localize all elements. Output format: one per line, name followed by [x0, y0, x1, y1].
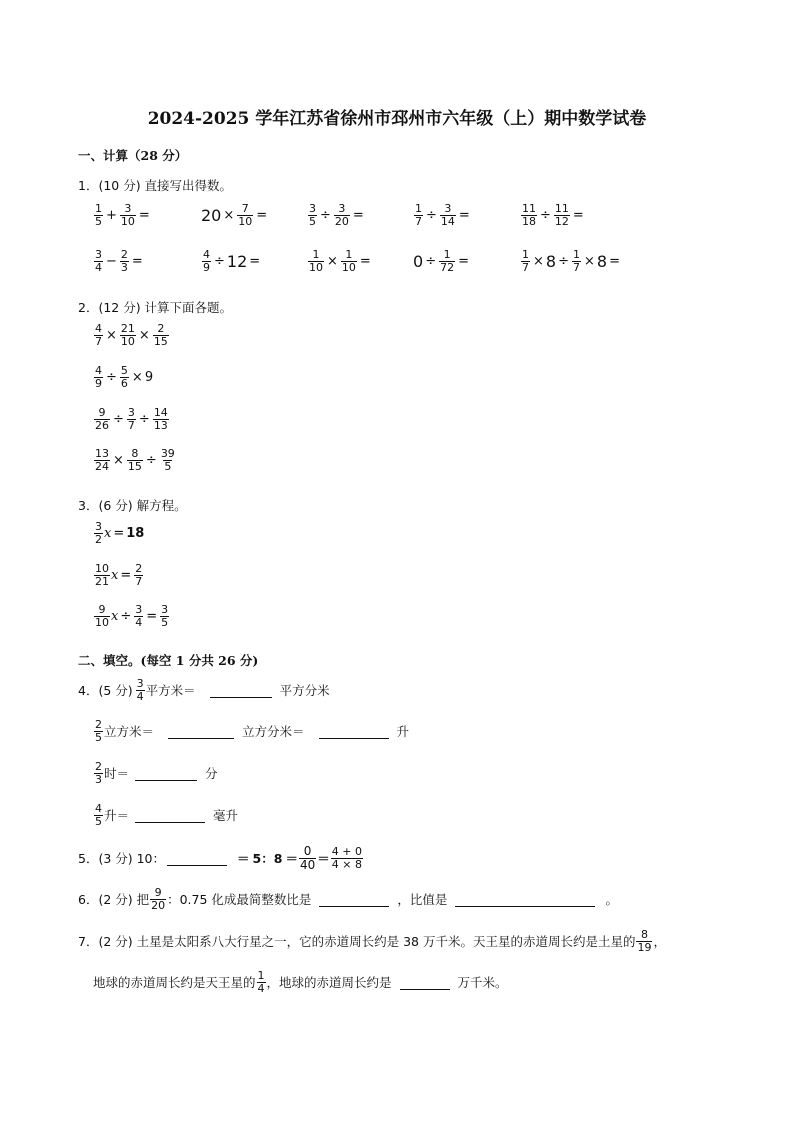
- fraction-denominator: 10: [120, 334, 135, 348]
- fraction: [94, 407, 110, 431]
- fraction-denominator: 18: [522, 214, 536, 228]
- fraction-denominator: 7: [522, 260, 529, 274]
- math-operator: =: [256, 207, 268, 223]
- fraction-denominator: 7: [573, 260, 580, 274]
- q4-line-1: 4．(5 分) $\frac{3}{4}$ 平方米＝ 平方分米: [78, 677, 330, 703]
- fraction: [134, 604, 143, 628]
- fraction-numerator: 4 + 0: [331, 845, 362, 859]
- math-operator: ÷: [120, 608, 132, 624]
- math-operator: ×: [327, 253, 338, 269]
- fraction-numerator: 8: [640, 928, 648, 941]
- fraction-numerator: 3: [136, 677, 144, 690]
- fraction-numerator: 2: [95, 760, 102, 773]
- fraction-denominator: 4: [136, 689, 144, 703]
- q1-item-5: [520, 203, 586, 227]
- fraction: [120, 249, 129, 273]
- fraction-numerator: 10: [95, 562, 109, 575]
- fraction-numerator: 5: [120, 364, 128, 377]
- fraction-numerator: 1: [345, 248, 353, 261]
- fraction: [237, 203, 253, 227]
- fraction: [120, 323, 136, 347]
- fraction: [94, 249, 103, 273]
- answer-blank[interactable]: [319, 724, 389, 739]
- fraction: [308, 249, 324, 273]
- section-heading-fill: 二、填空。(每空 1 分共 26 分): [78, 653, 259, 668]
- answer-blank[interactable]: [319, 892, 389, 907]
- fraction-numerator: 2: [135, 562, 143, 575]
- fraction-numerator: 4: [95, 322, 102, 335]
- math-operator: =: [352, 207, 364, 223]
- math-operator: ÷: [138, 411, 150, 427]
- q1-item-6: [93, 249, 145, 273]
- fraction-numerator: 1: [415, 202, 422, 215]
- fraction-denominator: 7: [95, 334, 102, 348]
- fraction: [94, 521, 103, 545]
- fraction: [331, 846, 363, 870]
- fraction: [94, 761, 103, 785]
- fraction-denominator: 4: [257, 981, 265, 995]
- fraction: [94, 604, 110, 628]
- answer-blank[interactable]: [400, 975, 450, 990]
- fraction-numerator: 3: [338, 202, 346, 215]
- fraction: [134, 563, 143, 587]
- math-operator: =: [146, 608, 158, 624]
- answer-blank[interactable]: [135, 766, 197, 781]
- fraction: [94, 365, 103, 389]
- fraction: [94, 803, 103, 827]
- math-operator: ×: [584, 253, 595, 269]
- q6-line: 6．(2 分) 把 $\frac{9}{20}$ ：0.75 化成最简整数比是 ，比值是 。: [78, 886, 618, 912]
- fraction-numerator: 11: [522, 202, 536, 215]
- q1-item-1: [93, 203, 152, 227]
- fraction-denominator: 10: [238, 214, 253, 228]
- fraction-numerator: 21: [120, 322, 135, 335]
- fraction-numerator: 39: [160, 447, 175, 460]
- fraction-denominator: 7: [415, 214, 422, 228]
- math-operator: ×: [106, 327, 117, 343]
- fraction: [94, 323, 103, 347]
- fraction-numerator: 3: [161, 603, 169, 616]
- fraction: [334, 203, 350, 227]
- math-operator: =: [138, 207, 150, 223]
- fraction: [202, 249, 211, 273]
- fraction: [94, 448, 110, 472]
- fraction-numerator: 2: [157, 322, 165, 335]
- math-operator: ÷: [106, 369, 117, 385]
- fraction-denominator: 19: [637, 940, 652, 954]
- fraction-denominator: 26: [95, 418, 109, 432]
- fraction-denominator: 4: [95, 260, 102, 274]
- fraction: [127, 448, 143, 472]
- fraction-numerator: 2: [95, 718, 102, 731]
- fraction: [636, 929, 652, 953]
- fraction: [127, 407, 136, 431]
- q4-line-2: $\frac{2}{5}$ 立方米＝ 立方分米＝ 升: [95, 718, 410, 744]
- q4-line-4: $\frac{4}{5}$ 升＝ 毫升: [95, 802, 239, 828]
- fraction-numerator: 1: [522, 248, 529, 261]
- q4-line-3: $\frac{2}{3}$ 时＝ 分: [95, 760, 218, 786]
- fraction-denominator: 3: [95, 772, 102, 786]
- math-operator: ÷: [214, 253, 225, 269]
- fraction-denominator: 10: [309, 260, 323, 274]
- answer-blank[interactable]: [135, 808, 205, 823]
- fraction-denominator: 10: [95, 615, 109, 629]
- fraction-numerator: 9: [154, 886, 162, 899]
- fraction: [308, 203, 317, 227]
- fraction-denominator: 7: [127, 418, 135, 432]
- fraction-denominator: 21: [95, 574, 109, 588]
- fraction-numerator: 1: [257, 969, 265, 982]
- fraction-denominator: 7: [135, 574, 143, 588]
- math-operator: ×: [533, 253, 544, 269]
- fraction-numerator: 1: [312, 248, 320, 261]
- fraction-denominator: 13: [153, 418, 168, 432]
- q1-item-8: [307, 249, 373, 273]
- fraction-numerator: 14: [153, 406, 168, 419]
- fraction-denominator: 10: [341, 260, 356, 274]
- q1-item-10: $\frac{1}{7}$ × 8 ÷ $\frac{1}{7}$ × 8 =: [522, 248, 620, 274]
- page-title: 2024-2025 学年江苏省徐州市邳州市六年级（上）期中数学试卷: [147, 109, 647, 129]
- fraction: [94, 203, 103, 227]
- fraction-denominator: 9: [203, 260, 210, 274]
- q1-item-9: 0 ÷ $\frac{1}{72}$ =: [413, 248, 469, 274]
- fraction-numerator: 4: [203, 248, 210, 261]
- math-operator: −: [106, 253, 117, 269]
- fraction-numerator: 13: [95, 447, 109, 460]
- math-operator: =: [609, 253, 620, 269]
- question-3-label: 3．(6 分) 解方程。: [78, 498, 187, 513]
- q7-line-2: 地球的赤道周长约是天王星的 $\frac{1}{4}$ ，地球的赤道周长约是 万千米。: [93, 969, 508, 995]
- q5-line: 5．(3 分) 10： ＝ 5：8 ＝ $\frac{0}{40}$ ＝ $\frac{4 + 0}{4 \times 8}$: [78, 844, 362, 872]
- fraction-numerator: 7: [241, 202, 249, 215]
- q1-item-3: [307, 203, 366, 227]
- fraction-denominator: 72: [440, 260, 455, 274]
- fraction: [521, 203, 537, 227]
- fraction-denominator: 40: [299, 857, 316, 872]
- fraction-denominator: 20: [151, 898, 166, 912]
- q3-equation-1: $\frac{3}{2}$ x = 18: [95, 520, 145, 546]
- answer-blank[interactable]: [210, 683, 272, 698]
- fraction: [414, 203, 423, 227]
- fraction-numerator: 3: [124, 202, 132, 215]
- math-operator: =: [120, 567, 132, 583]
- answer-blank[interactable]: [168, 724, 234, 739]
- fraction-denominator: 4 × 8: [331, 857, 362, 871]
- fraction: [554, 203, 570, 227]
- fraction-numerator: 1: [95, 202, 102, 215]
- math-operator: =: [458, 207, 470, 223]
- math-operator: ×: [223, 207, 235, 223]
- fraction: [136, 678, 145, 702]
- fraction-denominator: 4: [135, 615, 143, 629]
- fraction-numerator: 11: [554, 202, 569, 215]
- math-operator: ÷: [113, 411, 124, 427]
- math-operator: ÷: [425, 253, 437, 269]
- fraction-denominator: 12: [554, 214, 569, 228]
- fraction-numerator: 4: [95, 802, 102, 815]
- q2-item-4: [93, 448, 177, 472]
- fraction: [299, 845, 316, 871]
- math-operator: =: [113, 525, 125, 541]
- fraction-denominator: 24: [95, 459, 109, 473]
- fraction-denominator: 9: [95, 376, 102, 390]
- math-operator: +: [106, 207, 117, 223]
- fraction-denominator: 5: [95, 214, 102, 228]
- question-1-label: 1．(10 分) 直接写出得数。: [78, 178, 233, 193]
- fraction-numerator: 1: [573, 248, 580, 261]
- section-heading-calc: 一、计算（28 分）: [78, 148, 188, 163]
- fraction-denominator: 20: [334, 214, 349, 228]
- fraction-numerator: 9: [98, 603, 106, 616]
- fraction-denominator: 5: [164, 459, 172, 473]
- fraction: [150, 887, 166, 911]
- fraction-numerator: 3: [95, 248, 102, 261]
- math-operator: =: [458, 253, 469, 269]
- fraction: [257, 970, 266, 994]
- fraction-numerator: 3: [135, 603, 143, 616]
- fraction-denominator: 15: [153, 334, 168, 348]
- fraction-denominator: 5: [95, 730, 102, 744]
- q1-item-7: $\frac{4}{9}$ ÷ 12 =: [203, 248, 261, 274]
- fraction: [341, 249, 357, 273]
- fraction-numerator: 3: [95, 520, 102, 533]
- fraction: [160, 448, 176, 472]
- math-operator: ×: [131, 369, 143, 385]
- fraction-numerator: 1: [443, 248, 451, 261]
- fraction-numerator: 9: [98, 406, 106, 419]
- fraction-denominator: 5: [309, 214, 316, 228]
- q3-equation-2: $\frac{10}{21}$ x = $\frac{2}{7}$: [95, 562, 143, 588]
- fraction-numerator: 3: [309, 202, 316, 215]
- fraction-denominator: 10: [120, 214, 135, 228]
- q2-item-2: $\frac{4}{9}$ ÷ $\frac{5}{6}$ × 9: [95, 364, 154, 390]
- fraction-denominator: 5: [95, 814, 102, 828]
- fraction-numerator: 3: [127, 406, 135, 419]
- fraction-numerator: 8: [131, 447, 139, 460]
- math-operator: =: [572, 207, 584, 223]
- q2-item-3: [93, 407, 170, 431]
- math-operator: ÷: [558, 253, 569, 269]
- q3-equation-3: $\frac{9}{10}$ x ÷ $\frac{3}{4}$ = $\frac{3}{5}$: [95, 603, 169, 629]
- fraction: [153, 407, 169, 431]
- fraction-denominator: 14: [440, 214, 455, 228]
- fraction: [94, 563, 110, 587]
- math-operator: ÷: [540, 207, 551, 223]
- fraction-denominator: 2: [95, 532, 102, 546]
- fraction-denominator: 15: [127, 459, 142, 473]
- fraction: [120, 203, 136, 227]
- fraction: [572, 249, 581, 273]
- fraction: [439, 249, 455, 273]
- fraction-denominator: 6: [120, 376, 128, 390]
- math-operator: =: [249, 253, 261, 269]
- fraction: [120, 365, 129, 389]
- math-operator: ÷: [320, 207, 331, 223]
- q7-line-1: 7．(2 分) 土星是太阳系八大行星之一，它的赤道周长约是 38 万千米。天王星的赤道周长约是土星的 $\frac{8}{19}$ ，: [78, 928, 666, 954]
- answer-blank[interactable]: [167, 851, 227, 866]
- answer-blank[interactable]: [455, 892, 595, 907]
- q1-item-2: 20 × $\frac{7}{10}$ =: [201, 202, 268, 228]
- q2-item-1: [93, 323, 170, 347]
- fraction: [153, 323, 169, 347]
- fraction-denominator: 5: [161, 615, 169, 629]
- math-operator: ×: [113, 452, 124, 468]
- question-2-label: 2．(12 分) 计算下面各题。: [78, 300, 233, 315]
- fraction: [521, 249, 530, 273]
- fraction: [160, 604, 169, 628]
- fraction-numerator: 4: [95, 364, 102, 377]
- q1-item-4: [413, 203, 472, 227]
- math-operator: =: [131, 253, 143, 269]
- fraction-numerator: 3: [444, 202, 452, 215]
- math-operator: ÷: [145, 452, 157, 468]
- fraction: [440, 203, 456, 227]
- fraction: [94, 719, 103, 743]
- math-operator: ×: [138, 327, 150, 343]
- fraction-numerator: 0: [303, 844, 312, 858]
- fraction-numerator: 2: [120, 248, 128, 261]
- fraction-denominator: 3: [120, 260, 128, 274]
- math-operator: =: [359, 253, 371, 269]
- math-operator: ÷: [426, 207, 437, 223]
